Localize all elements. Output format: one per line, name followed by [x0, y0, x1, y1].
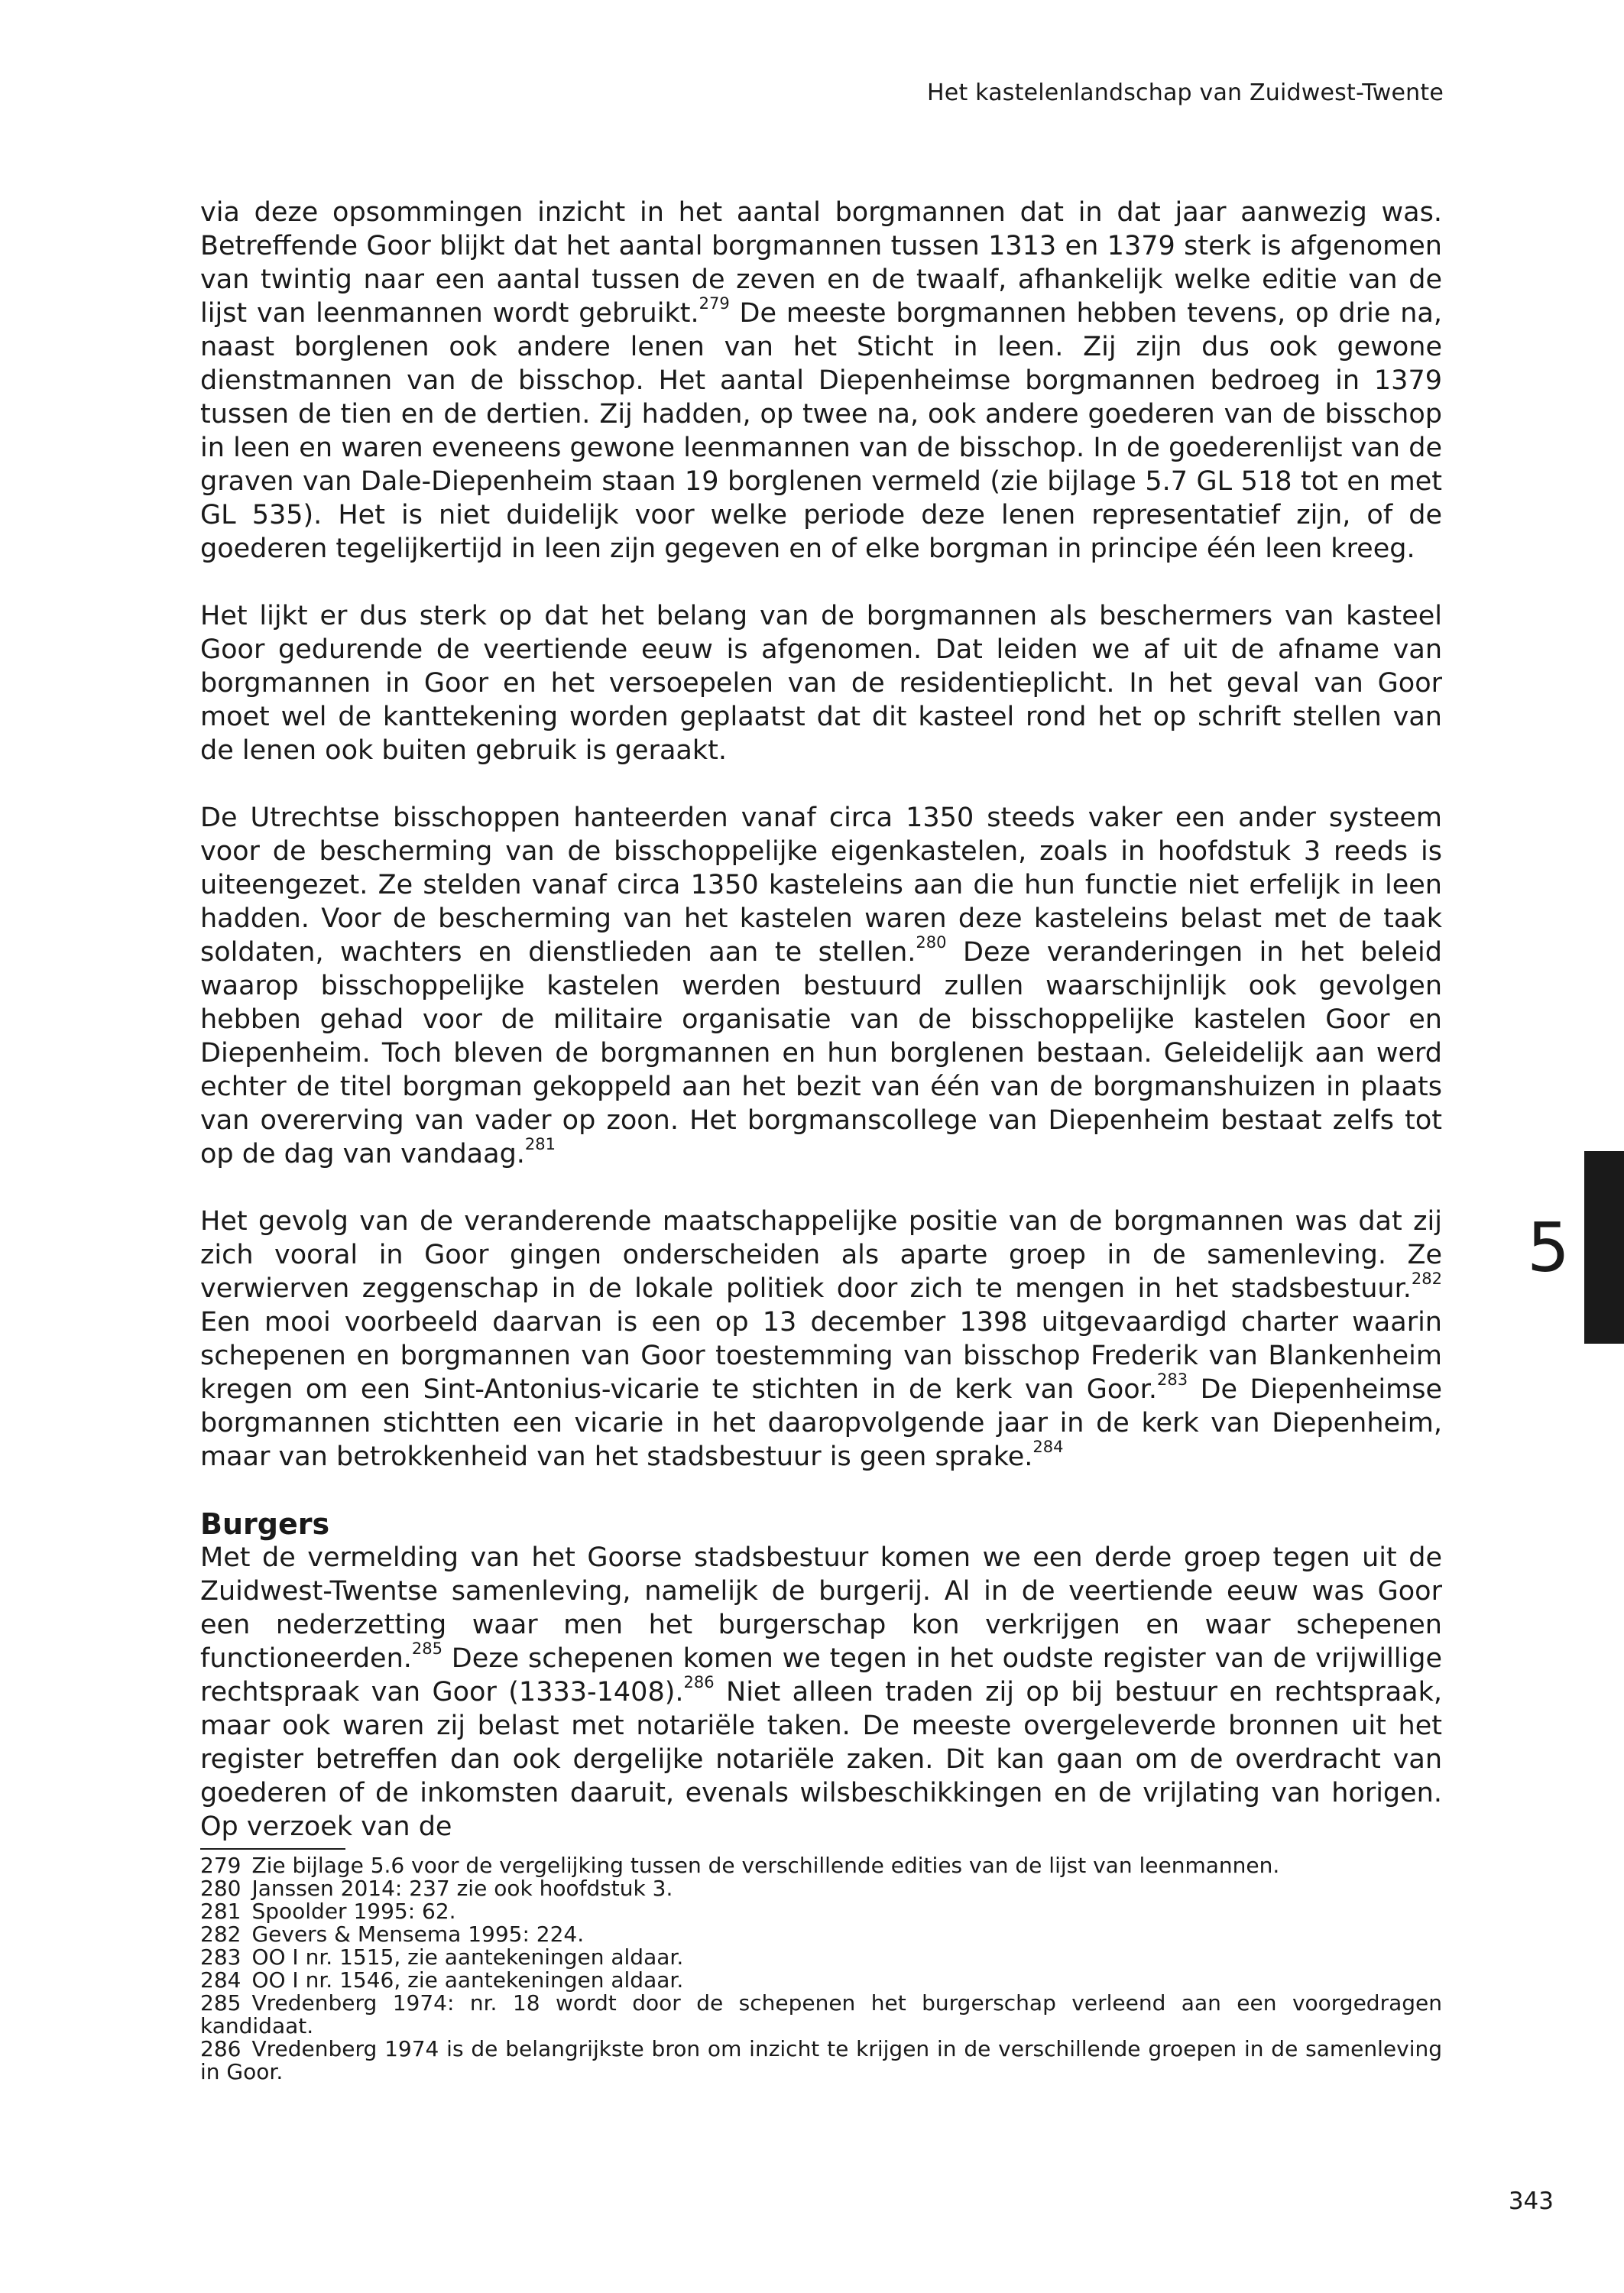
- footnote-text: Janssen 2014: 237 zie ook hoofdstuk 3.: [251, 1876, 673, 1901]
- text-run: De meeste borgmannen hebben tevens, op drie na, naast borglenen ook andere lenen van het Sticht in leen. Zij zijn dus ook gewone dienstmannen van de bisschop. Het aantal Diepenheimse borgmannen bedroeg in 1379 tussen de tien en de dertien. Zij hadden, op twee na, ook andere goederen van de bisschop in leen en waren eveneens gewone leenmannen van de bisschop. In de goederenlijst van de graven van Dale-Diepenheim staan 19 borglenen vermeld (zie bijlage 5.7 GL 518 tot en met GL 535). Het is niet duidelijk voor welke periode deze lenen representatief zijn, of de goederen tegelijkertijd in leen zijn gegeven en of elke borgman in principe één leen kreeg.: [200, 298, 1442, 564]
- footnote-ref-283[interactable]: 283: [1157, 1370, 1188, 1390]
- paragraph-1: [200, 196, 1442, 566]
- footnote-ref-279[interactable]: 279: [699, 294, 730, 313]
- running-header: Het kastelenlandschap van Zuidwest-Twente: [927, 79, 1444, 106]
- text-run: Deze schepenen komen we tegen in het oudste register van de vrijwillige rechtspraak van Goor (1333-1408).: [200, 1643, 1442, 1708]
- footnote-282: [200, 1923, 1442, 1946]
- text-run: Het gevolg van de veranderende maatschappelijke positie van de borgmannen was dat zij zich vooral in Goor gingen onderscheiden als aparte groep in de samenleving. Ze verwierven zeggenschap in de lokale politiek door zich te mengen in het stadsbestuur.: [200, 1206, 1442, 1304]
- chapter-tab: [1584, 1151, 1624, 1344]
- footnote-ref-284[interactable]: 284: [1032, 1438, 1064, 1457]
- footnote-text: Spoolder 1995: 62.: [251, 1899, 456, 1924]
- footnote-286: [200, 2038, 1442, 2084]
- text-run: Het lijkt er dus sterk op dat het belang van de borgmannen als beschermers van kasteel Goor gedurende de veertiende eeuw is afgenomen. Dat leiden we af uit de afname van borgmannen in Goor en het versoepelen van de residentieplicht. In het geval van Goor moet wel de kanttekening worden geplaatst dat dit kasteel rond het op schrift stellen van de lenen ook buiten gebruik is geraakt.: [200, 601, 1442, 766]
- text-run: Niet alleen traden zij op bij bestuur en rechtspraak, maar ook waren zij belast met notariële taken. De meeste overgeleverde bronnen uit het register betreffen dan ook dergelijke notariële zaken. Dit kan gaan om de overdracht van goederen of de inkomsten daaruit, evenals wilsbeschikkingen en de vrijlating van horigen. Op verzoek van de: [200, 1677, 1442, 1842]
- footnote-ref-281[interactable]: 281: [524, 1135, 556, 1154]
- footnote-281: [200, 1900, 1442, 1923]
- footnote-ref-286[interactable]: 286: [683, 1673, 715, 1692]
- text-run: De Diepenheimse borgmannen stichtten een vicarie in het daaropvolgende jaar in de kerk van Diepenheim, maar van betrokkenheid van het stadsbestuur is geen sprake.: [200, 1374, 1442, 1472]
- text-run: De Utrechtse bisschoppen hanteerden vanaf circa 1350 steeds vaker een ander systeem voor de bescherming van de bisschoppelijke eigenkastelen, zoals in hoofdstuk 3 reeds is uiteengezet. Ze stelden vanaf circa 1350 kasteleins aan die hun functie niet erfelijk in leen hadden. Voor de bescherming van het kastelen waren deze kasteleins belast met de taak soldaten, wachters en dienstlieden aan te stellen.: [200, 803, 1442, 968]
- footnote-number: 280: [200, 1876, 241, 1901]
- footnote-ref-280[interactable]: 280: [916, 933, 947, 952]
- footnote-divider: [200, 1848, 345, 1850]
- footnote-279: [200, 1854, 1442, 1877]
- text-run: Een mooi voorbeeld daarvan is een op 13 december 1398 uitgevaardigd charter waarin schepenen en borgmannen van Goor toestemming van bisschop Frederik van Blankenheim kregen om een Sint-Antonius-vicarie te stichten in de kerk van Goor.: [200, 1307, 1442, 1405]
- footnote-text: Zie bijlage 5.6 voor de vergelijking tussen de verschillende edities van de lijst van leenmannen.: [251, 1853, 1280, 1878]
- footnote-ref-285[interactable]: 285: [411, 1639, 442, 1659]
- text-run: Deze veranderingen in het beleid waarop bisschoppelijke kastelen werden bestuurd zullen waarschijnlijk ook gevolgen hebben gehad voor de militaire organisatie van de bisschoppelijke kastelen Goor en Diepenheim. Toch bleven de borgmannen en hun borglenen bestaan. Geleidelijk aan werd echter de titel borgman gekoppeld aan het bezit van één van de borgmanshuizen in plaats van overerving van vader op zoon. Het borgmanscollege van Diepenheim bestaat zelfs tot op de dag van vandaag.: [200, 937, 1442, 1169]
- paragraph-4: [200, 1205, 1442, 1474]
- footnote-number: 284: [200, 1967, 241, 1993]
- footnote-280: [200, 1877, 1442, 1900]
- main-text: [200, 196, 1442, 1844]
- footnote-283: [200, 1946, 1442, 1969]
- footnote-text: Gevers & Mensema 1995: 224.: [251, 1922, 585, 1947]
- footnote-text: OO I nr. 1515, zie aantekeningen aldaar.: [251, 1944, 684, 1970]
- text-run: via deze opsommingen inzicht in het aantal borgmannen dat in dat jaar aanwezig was. Betreffende Goor blijkt dat het aantal borgmannen tussen 1313 en 1379 sterk is afgenomen van twintig naar een aantal tussen de zeven en de twaalf, afhankelijk welke editie van de lijst van leenmannen wordt gebruikt.: [200, 197, 1442, 329]
- footnote-ref-282[interactable]: 282: [1411, 1270, 1442, 1289]
- footnotes: [200, 1848, 1442, 2084]
- paragraph-2: [200, 599, 1442, 767]
- footnote-284: [200, 1969, 1442, 1992]
- footnote-number: 286: [200, 2036, 241, 2061]
- footnote-number: 283: [200, 1944, 241, 1970]
- paragraph-3: [200, 801, 1442, 1171]
- paragraph-5: [200, 1541, 1442, 1844]
- footnote-number: 279: [200, 1853, 241, 1878]
- footnote-number: 282: [200, 1922, 241, 1947]
- text-run: Met de vermelding van het Goorse stadsbestuur komen we een derde groep tegen uit de Zuidwest-Twentse samenleving, namelijk de burgerij. Al in de veertiende eeuw was Goor een nederzetting waar men het burgerschap kon verkrijgen en waar schepenen functioneerden.: [200, 1542, 1442, 1674]
- footnote-text: OO I nr. 1546, zie aantekeningen aldaar.: [251, 1967, 684, 1993]
- footnote-text: Vredenberg 1974 is de belangrijkste bron om inzicht te krijgen in de verschillende groepen in de samenleving in Goor.: [200, 2036, 1442, 2084]
- chapter-number: 5: [1527, 1208, 1570, 1287]
- footnote-number: 281: [200, 1899, 241, 1924]
- page-number: 343: [1508, 2188, 1554, 2215]
- footnote-285: [200, 1992, 1442, 2038]
- footnote-text: Vredenberg 1974: nr. 18 wordt door de schepenen het burgerschap verleend aan een voorgedragen kandidaat.: [200, 1990, 1442, 2038]
- section-heading: Burgers: [200, 1507, 330, 1541]
- footnote-number: 285: [200, 1990, 241, 2016]
